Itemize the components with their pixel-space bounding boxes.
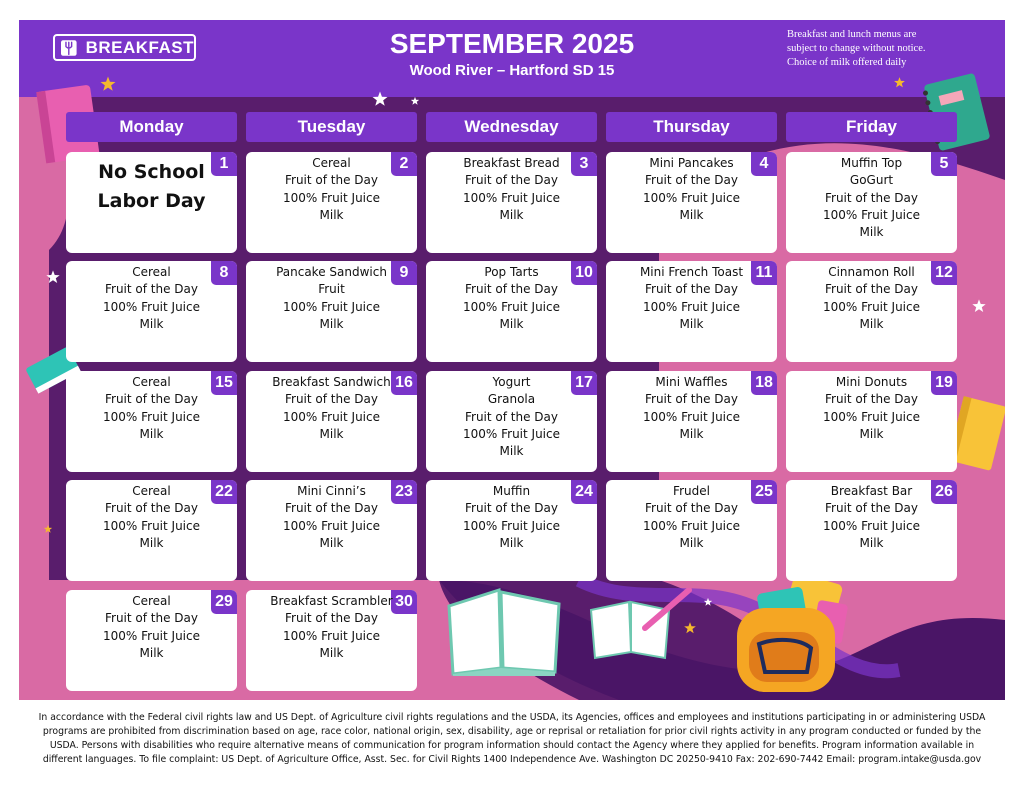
menu-item: Cereal [132, 594, 171, 608]
menu-item: Breakfast Bread [463, 156, 560, 170]
menu-item: Fruit of the Day [104, 611, 198, 626]
menu-item: Milk [139, 426, 164, 441]
menu-item: Milk [679, 535, 704, 550]
menu-item: 100% Fruit Juice [282, 409, 380, 424]
menu-item: 100% Fruit Juice [642, 299, 740, 314]
menu-item: Fruit of the Day [104, 392, 198, 407]
menu-item: 100% Fruit Juice [102, 628, 200, 643]
menu-item: Milk [499, 207, 524, 222]
menu-item: 100% Fruit Juice [282, 190, 380, 205]
menu-items [786, 264, 957, 333]
calendar-day-cell [606, 480, 777, 581]
day-number: 15 [211, 371, 237, 395]
calendar-day-cell [606, 261, 777, 362]
menu-item: Milk [679, 426, 704, 441]
menu-items [426, 483, 597, 552]
menu-items [66, 593, 237, 662]
menu-item: 100% Fruit Juice [462, 426, 560, 441]
menu-item: Fruit of the Day [824, 392, 918, 407]
backpack-icon [719, 568, 849, 696]
star-icon [971, 298, 987, 314]
menu-items [66, 374, 237, 443]
day-number: 19 [931, 371, 957, 395]
menu-item: 100% Fruit Juice [102, 299, 200, 314]
menu-item: Pop Tarts [484, 265, 539, 279]
day-number: 10 [571, 261, 597, 285]
notice-line: Choice of milk offered daily [787, 57, 907, 68]
notice-line: subject to change without notice. [787, 43, 926, 54]
menu-item: Milk [859, 426, 884, 441]
calendar-day-cell [246, 480, 417, 581]
menu-item: Fruit of the Day [464, 501, 558, 516]
day-number: 1 [211, 152, 237, 176]
menu-item: Fruit of the Day [104, 501, 198, 516]
menu-item: GoGurt [849, 173, 894, 188]
day-header-tuesday: Tuesday [246, 112, 417, 142]
menu-item: Fruit of the Day [284, 611, 378, 626]
menu-item: Fruit of the Day [824, 501, 918, 516]
menu-item: No School [98, 161, 205, 183]
day-number: 26 [931, 480, 957, 504]
menu-item: Milk [139, 645, 164, 660]
calendar-day-cell [426, 152, 597, 253]
day-number: 30 [391, 590, 417, 614]
menu-items [426, 155, 597, 224]
calendar-day-cell [606, 152, 777, 253]
menu-item: Cereal [132, 484, 171, 498]
menu-item: Fruit of the Day [644, 392, 738, 407]
menu-items [246, 593, 417, 662]
day-number: 4 [751, 152, 777, 176]
day-number: 24 [571, 480, 597, 504]
calendar-day-cell [246, 261, 417, 362]
page-title: SEPTEMBER 2025 [389, 28, 635, 59]
menu-item: Frudel [673, 484, 710, 498]
menu-item: Milk [679, 316, 704, 331]
breakfast-logo [53, 34, 196, 61]
footer-line: different languages. To file complaint: US Dept. of Agriculture Office, Asst. Sec. for Civil Rights 1400 Independence Ave. Washington DC 20250-9410 Fax: 202-690-7442 Email: program.intake@usda.gov [42, 754, 982, 765]
menu-item: Mini Donuts [835, 375, 908, 389]
calendar-day-cell [66, 152, 237, 253]
menu-item: Pancake Sandwich [276, 265, 387, 279]
calendar-day-cell [426, 261, 597, 362]
menu-item: Cinnamon Roll [828, 265, 915, 279]
menu-item: Milk [319, 426, 344, 441]
menu-item: Breakfast Scrambler [270, 594, 393, 608]
menu-item: Milk [859, 316, 884, 331]
day-header-friday: Friday [786, 112, 957, 142]
calendar-day-cell [786, 371, 957, 472]
menu-item: Fruit of the Day [644, 173, 738, 188]
day-number: 3 [571, 152, 597, 176]
menu-item: Milk [139, 535, 164, 550]
day-number: 22 [211, 480, 237, 504]
menu-item: Milk [319, 535, 344, 550]
menu-item: Cereal [132, 375, 171, 389]
menu-item: 100% Fruit Juice [462, 190, 560, 205]
menu-item: Milk [319, 645, 344, 660]
menu-item: 100% Fruit Juice [462, 299, 560, 314]
menu-items [246, 374, 417, 443]
menu-item: Muffin [492, 484, 531, 498]
day-number: 2 [391, 152, 417, 176]
menu-items [606, 374, 777, 443]
menu-item: 100% Fruit Juice [102, 409, 200, 424]
star-icon [371, 90, 389, 108]
menu-items [66, 264, 237, 333]
menu-notice [787, 28, 957, 70]
star-icon [703, 597, 713, 607]
menu-item: Milk [499, 535, 524, 550]
day-number: 25 [751, 480, 777, 504]
menu-items [606, 264, 777, 333]
menu-item: Granola [487, 392, 536, 407]
menu-item: 100% Fruit Juice [642, 190, 740, 205]
fork-icon [61, 37, 77, 59]
menu-item: Yogurt [492, 375, 531, 389]
menu-items [426, 264, 597, 333]
star-icon [410, 96, 420, 106]
menu-item: Breakfast Sandwich [272, 375, 391, 389]
menu-item: Milk [319, 316, 344, 331]
menu-item: Fruit of the Day [824, 190, 918, 205]
day-number: 5 [931, 152, 957, 176]
menu-item: 100% Fruit Juice [822, 207, 920, 222]
menu-item: Fruit of the Day [824, 282, 918, 297]
menu-item: Fruit of the Day [284, 501, 378, 516]
calendar-day-cell [786, 152, 957, 253]
day-header-thursday: Thursday [606, 112, 777, 142]
menu-items [786, 374, 957, 443]
menu-items [246, 264, 417, 333]
star-icon [43, 524, 53, 534]
menu-item: Labor Day [97, 190, 206, 212]
menu-item: Fruit of the Day [464, 173, 558, 188]
menu-item: Fruit of the Day [104, 282, 198, 297]
footer-line: programs are prohibited from discrimination based on age, race color, national origin, sex, disability, age or reprisal or retaliation for prior civil rights activity in any program conducted or funded by the [42, 726, 982, 737]
logo-label: BREAKFAST [85, 37, 194, 57]
day-number: 17 [571, 371, 597, 395]
day-number: 12 [931, 261, 957, 285]
calendar-day-cell [426, 480, 597, 581]
menu-item: Milk [499, 444, 524, 459]
calendar-day-cell [246, 371, 417, 472]
menu-item: Milk [319, 207, 344, 222]
menu-item: Milk [859, 225, 884, 240]
notice-line: Breakfast and lunch menus are [787, 29, 917, 40]
menu-item: Milk [499, 316, 524, 331]
calendar-day-cell [246, 152, 417, 253]
menu-item: Breakfast Bar [830, 484, 913, 498]
menu-items [786, 483, 957, 552]
menu-item: 100% Fruit Juice [282, 518, 380, 533]
menu-item: 100% Fruit Juice [642, 409, 740, 424]
menu-items [606, 483, 777, 552]
day-number: 16 [391, 371, 417, 395]
menu-item: Fruit of the Day [644, 282, 738, 297]
calendar-day-cell [426, 371, 597, 472]
menu-item: Muffin Top [840, 156, 903, 170]
menu-item: Fruit of the Day [644, 501, 738, 516]
day-header-wednesday: Wednesday [426, 112, 597, 142]
menu-poster [19, 20, 1005, 700]
calendar-day-cell [66, 371, 237, 472]
day-number: 8 [211, 261, 237, 285]
open-book-icon [439, 576, 569, 676]
day-number: 29 [211, 590, 237, 614]
day-number: 18 [751, 371, 777, 395]
menu-item: Fruit of the Day [284, 173, 378, 188]
menu-items [606, 155, 777, 224]
day-header-monday: Monday [66, 112, 237, 142]
menu-item: 100% Fruit Juice [462, 518, 560, 533]
menu-items [786, 155, 957, 241]
day-number: 11 [751, 261, 777, 285]
menu-item: 100% Fruit Juice [822, 518, 920, 533]
menu-item: Mini French Toast [639, 265, 744, 279]
menu-items [66, 483, 237, 552]
menu-item: Cereal [312, 156, 351, 170]
star-icon [893, 76, 906, 89]
day-number: 23 [391, 480, 417, 504]
menu-items [246, 483, 417, 552]
calendar-day-cell [606, 371, 777, 472]
menu-item: Milk [859, 535, 884, 550]
district-subtitle: Wood River – Hartford SD 15 [409, 62, 615, 79]
calendar-day-cell [786, 480, 957, 581]
calendar-day-cell [66, 480, 237, 581]
menu-item: Mini Pancakes [649, 156, 734, 170]
menu-items [426, 374, 597, 460]
menu-item: Mini Waffles [655, 375, 728, 389]
calendar-day-cell [786, 261, 957, 362]
menu-item: Fruit of the Day [284, 392, 378, 407]
star-icon [45, 269, 61, 285]
menu-item: Cereal [132, 265, 171, 279]
menu-item: 100% Fruit Juice [642, 518, 740, 533]
day-number: 9 [391, 261, 417, 285]
menu-item: Mini Cinni’s [297, 484, 366, 498]
calendar-day-cell [246, 590, 417, 691]
menu-item: 100% Fruit Juice [822, 299, 920, 314]
menu-item: Fruit of the Day [464, 409, 558, 424]
menu-item: Milk [679, 207, 704, 222]
calendar-day-cell [66, 590, 237, 691]
menu-item: Fruit [318, 282, 345, 297]
menu-items [66, 158, 237, 216]
menu-items [246, 155, 417, 224]
civil-rights-notice [30, 711, 994, 767]
menu-item: Milk [139, 316, 164, 331]
notebook-pencil-icon [585, 588, 695, 668]
footer-line: In accordance with the Federal civil rights law and US Dept. of Agriculture civil rights regulations and the USDA, its Agencies, offices and employees and institutions participating in or administering USDA [38, 712, 986, 723]
menu-item: 100% Fruit Juice [282, 299, 380, 314]
menu-item: 100% Fruit Juice [102, 518, 200, 533]
menu-item: Fruit of the Day [464, 282, 558, 297]
calendar-day-cell [66, 261, 237, 362]
menu-item: 100% Fruit Juice [822, 409, 920, 424]
footer-line: USDA. Persons with disabilities who require alternative means of communication for program information should contact the Agency where they applied for benefits. Program information available in [49, 740, 975, 751]
menu-item: 100% Fruit Juice [282, 628, 380, 643]
